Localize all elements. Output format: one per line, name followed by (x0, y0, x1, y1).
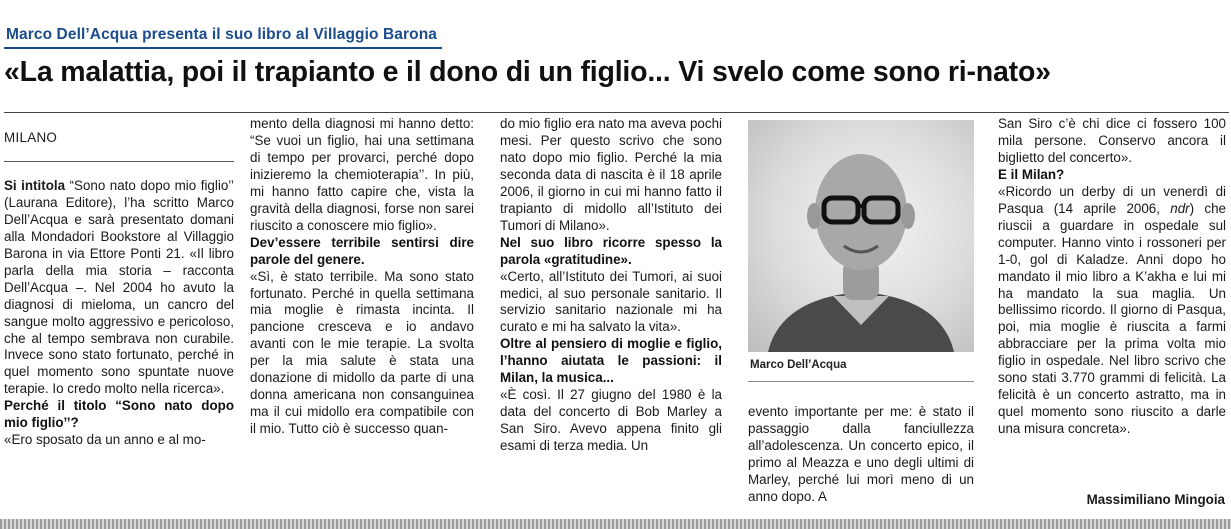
interview-answer: do mio figlio era nato ma aveva pochi mesi. Per questo scrivo che sono nato dopo mio figlio. Perché la mia seconda data di nascita è il 18 aprile 2006, il giorno in cui mi hanno fatto il trapianto di midollo all’Istituto dei Tumori di Milano». (500, 116, 722, 233)
interview-question: Perché il titolo “Sono nato dopo mio figlio’’? (4, 398, 234, 431)
article-headline: «La malattia, poi il trapianto e il dono di un figlio... Vi svelo come sono ri-nato» (4, 56, 1051, 88)
photo-caption: Marco Dell’Acqua (750, 359, 847, 371)
interview-answer (998, 184, 1226, 438)
answer-note: ndr (1170, 200, 1190, 216)
interview-answer: mento della diagnosi mi hanno detto: “Se vuoi un figlio, hai una settimana di tempo per provarci, perché dopo inizieremo la chemioterapia’’. In più, mi hanno fatto capire che, vista la gravità della diagnosi, forse non sarei riuscito a conoscere mio figlio». (250, 116, 474, 233)
interview-answer: «Certo, all’Istituto dei Tumori, ai suoi medici, al suo personale sanitario. Il servizio sanitario nazionale mi ha curato e mi ha salvato la vita». (500, 268, 722, 335)
page-bottom-border (0, 519, 1231, 529)
caption-divider (748, 381, 974, 382)
dateline-divider (4, 161, 234, 162)
interview-answer: «Sì, è stato terribile. Ma sono stato fortunato. Perché in quella settimana mia moglie è rimasta incinta. Il pancione cresceva e io andavo avanti con le mie terapie. La svolta per la mia salute è stata una donazione di midollo da parte di una donna americana non consanguinea ma il cui midollo era compatibile con il mio. Tutto ciò è successo quan- (250, 268, 474, 437)
interview-question: Nel suo libro ricorre spesso la parola «gratitudine». (500, 234, 722, 267)
interview-question: Dev’essere terribile sentirsi dire parole del genere. (250, 234, 474, 267)
article-column-3 (500, 116, 722, 516)
article-column-1 (4, 116, 234, 516)
answer-part: ) che riuscii a guardare in ospedale sul computer. Hanno vinto i rossoneri per 1-0, gol di Kaladze. Anni dopo ho mandato il mio libro a K’akha e lui mi ha mandato la sua maglia. Un bellissimo ricordo. Il giorno di Pasqua, poi, mia moglie è riuscita a farmi abbracciare per la prima volta mio figlio in ospedale. Nel libro scrivo che sono stati 3.770 grammi di felicità. La felicità è un concerto astratto, ma in quel momento sono riuscito a darle una misura concreta». (998, 200, 1226, 437)
dateline: MILANO (4, 130, 58, 145)
interview-question: Oltre al pensiero di moglie e figlio, l’hanno aiutata le passioni: il Milan, la musica... (500, 336, 722, 386)
article-column-5 (998, 116, 1226, 516)
article-kicker: Marco Dell’Acqua presenta il suo libro al Villaggio Barona (6, 26, 438, 43)
portrait-photo (748, 120, 974, 352)
lead-paragraph (4, 178, 234, 398)
article-column-4 (748, 404, 974, 506)
lead-text: “Sono nato dopo mio figlio’’ (Laurana Editore), l’ha scritto Marco Dell’Acqua e sarà presentato domani alla Mondadori Bookstore al Villaggio Barona in via Ettore Ponti 21. «Il libro parla della mia storia – racconta Dell’Acqua –. Nel 2004 ho avuto la diagnosi di mieloma, un cancro del sangue molto aggressivo e pericoloso, che al tempo sembrava non curabile. Invece sono stato fortunato, perché in quel momento sono spuntate nuove terapie. Io credo molto nella ricerca». (4, 177, 234, 397)
interview-answer: «Ero sposato da un anno e al mo- (4, 432, 206, 448)
kicker-underline (4, 47, 442, 49)
answer-part: «Ricordo un derby di un venerdì di Pasqua (14 aprile 2006, (998, 183, 1226, 216)
author-signature: Massimiliano Mingoia (1086, 492, 1225, 507)
interview-answer: «È così. Il 27 giugno del 1980 è la data del concerto di Bob Marley a San Siro. Avevo appena finito gli esami di terza media. Un (500, 387, 722, 454)
interview-answer: evento importante per me: è stato il passaggio dalla fanciullezza all’adolescenza. Un concerto epico, il primo al Meazza e uno degli ultimi di Marley, perché lui morì meno di un anno dopo. A (748, 404, 974, 504)
interview-question: E il Milan? (998, 166, 1065, 182)
article-column-2 (250, 116, 474, 516)
headline-divider (4, 112, 1229, 113)
lead-bold: Si intitola (4, 177, 66, 193)
portrait-illustration (748, 120, 974, 352)
interview-answer: San Siro c’è chi dice ci fossero 100 mila persone. Conservo ancora il biglietto del concerto». (998, 116, 1226, 165)
